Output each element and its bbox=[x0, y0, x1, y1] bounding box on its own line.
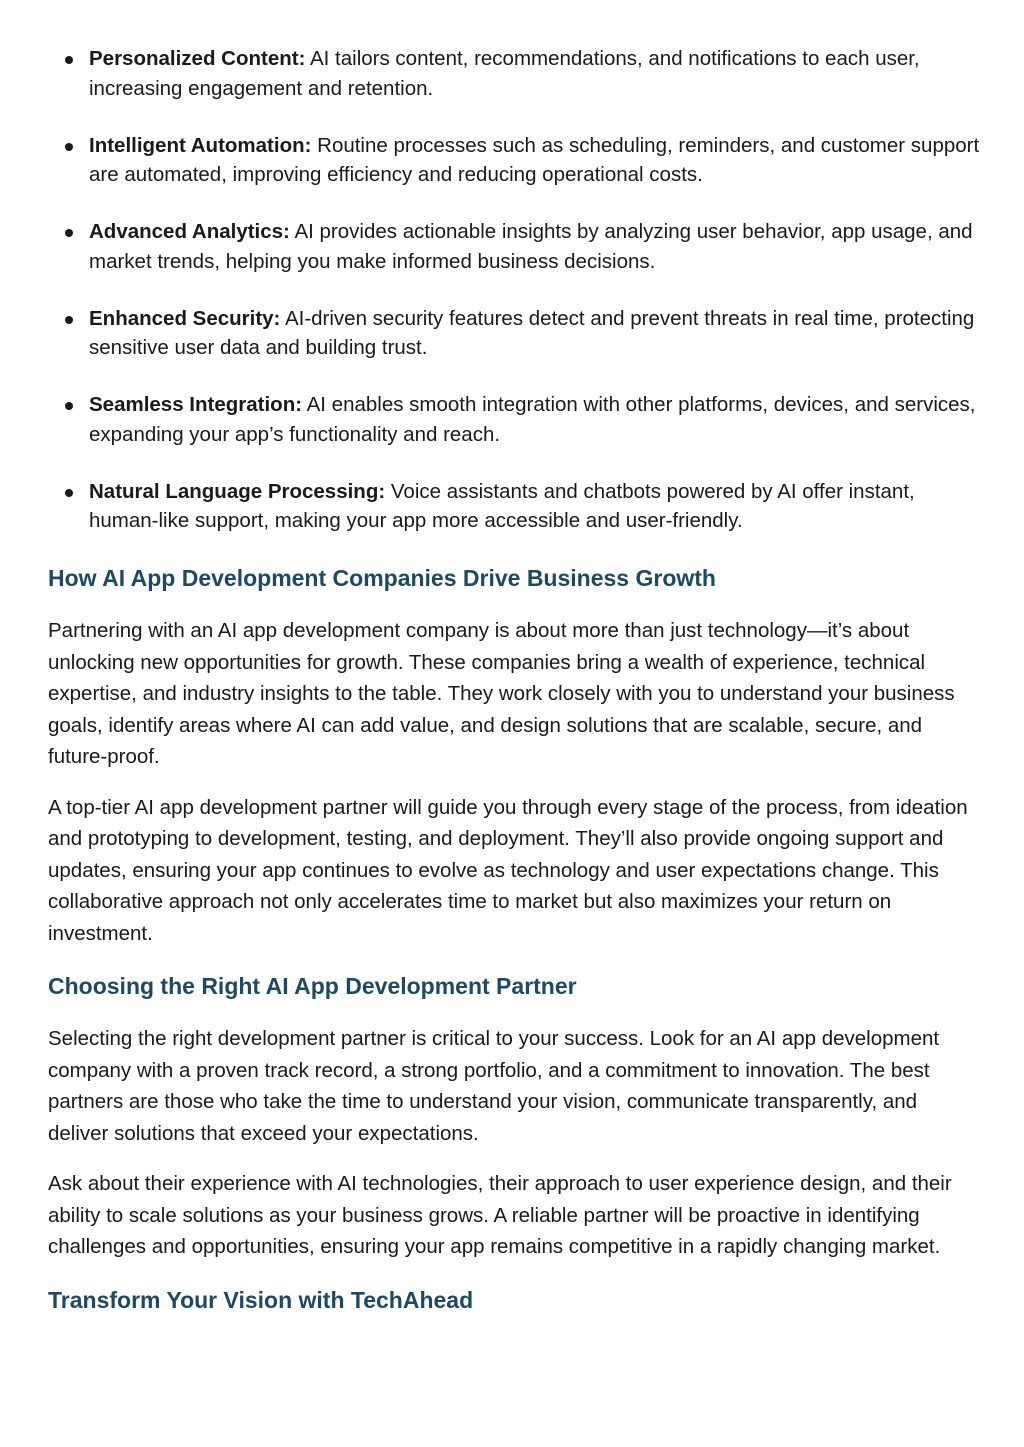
feature-term: Personalized Content: bbox=[89, 47, 306, 70]
feature-description: AI enables smooth integration with other platforms, devices, and services, expanding your app’s functionality and reach. bbox=[89, 393, 976, 446]
bullet-icon bbox=[65, 316, 73, 324]
feature-description: AI provides actionable insights by analyzing user behavior, app usage, and market trends, helping you make informed business decisions. bbox=[89, 220, 973, 273]
feature-description: AI tailors content, recommendations, and notifications to each user, increasing engagement and retention. bbox=[89, 47, 920, 100]
feature-term: Advanced Analytics: bbox=[89, 220, 290, 243]
list-item bbox=[48, 304, 983, 363]
feature-term: Intelligent Automation: bbox=[89, 133, 312, 157]
bullet-icon bbox=[65, 489, 73, 497]
list-item bbox=[48, 44, 983, 103]
bullet-icon bbox=[65, 229, 73, 237]
feature-term: Enhanced Security: bbox=[89, 306, 281, 330]
section-heading-transform-vision: Transform Your Vision with TechAhead bbox=[48, 1286, 474, 1313]
feature-list bbox=[48, 44, 983, 536]
paragraph: Partnering with an AI app development company is about more than just technology—it’s about unlocking new opportunities for growth. These companies bring a wealth of experience, technical expertise, and industry insights to the table. They work closely with you to understand your business goals, identify areas where AI can add value, and design solutions that are scalable, secure, and future-proof. bbox=[48, 619, 955, 768]
feature-description: AI-driven security features detect and prevent threats in real time, protecting sensitive user data and building trust. bbox=[89, 306, 975, 359]
bullet-icon bbox=[65, 56, 73, 64]
paragraph: A top-tier AI app development partner will guide you through every stage of the process, from ideation and prototyping to development, testing, and deployment. They’ll also provide ongoing support and updates, ensuring your app continues to evolve as technology and user expectations change. This collaborative approach not only accelerates time to market but also maximizes your return on investment. bbox=[48, 795, 968, 945]
feature-description: Voice assistants and chatbots powered by AI offer instant, human-like support, making your app more accessible and user-friendly. bbox=[89, 479, 915, 532]
bullet-icon bbox=[65, 402, 73, 410]
paragraph: Ask about their experience with AI technologies, their approach to user experience design, and their ability to scale solutions as your business grows. A reliable partner will be proactive in identifying challenges and opportunities, ensuring your app remains competitive in a rapidly changing market. bbox=[48, 1172, 952, 1258]
document-page bbox=[48, 44, 983, 1315]
feature-description: Routine processes such as scheduling, reminders, and customer support are automated, improving efficiency and reducing operational costs. bbox=[89, 133, 980, 186]
bullet-icon bbox=[65, 143, 73, 151]
paragraph: Selecting the right development partner is critical to your success. Look for an AI app development company with a proven track record, a strong portfolio, and a commitment to innovation. The best partners are those who take the time to understand your vision, communicate transparently, and deliver solutions that exceed your expectations. bbox=[48, 1027, 940, 1145]
list-item bbox=[48, 217, 983, 276]
list-item bbox=[48, 131, 983, 190]
section-heading-business-growth: How AI App Development Companies Drive Business Growth bbox=[48, 565, 716, 591]
list-item bbox=[48, 390, 983, 449]
feature-term: Seamless Integration: bbox=[89, 393, 303, 416]
feature-term: Natural Language Processing: bbox=[89, 479, 386, 503]
section-heading-choosing-partner: Choosing the Right AI App Development Partner bbox=[48, 973, 577, 999]
list-item bbox=[48, 477, 983, 536]
